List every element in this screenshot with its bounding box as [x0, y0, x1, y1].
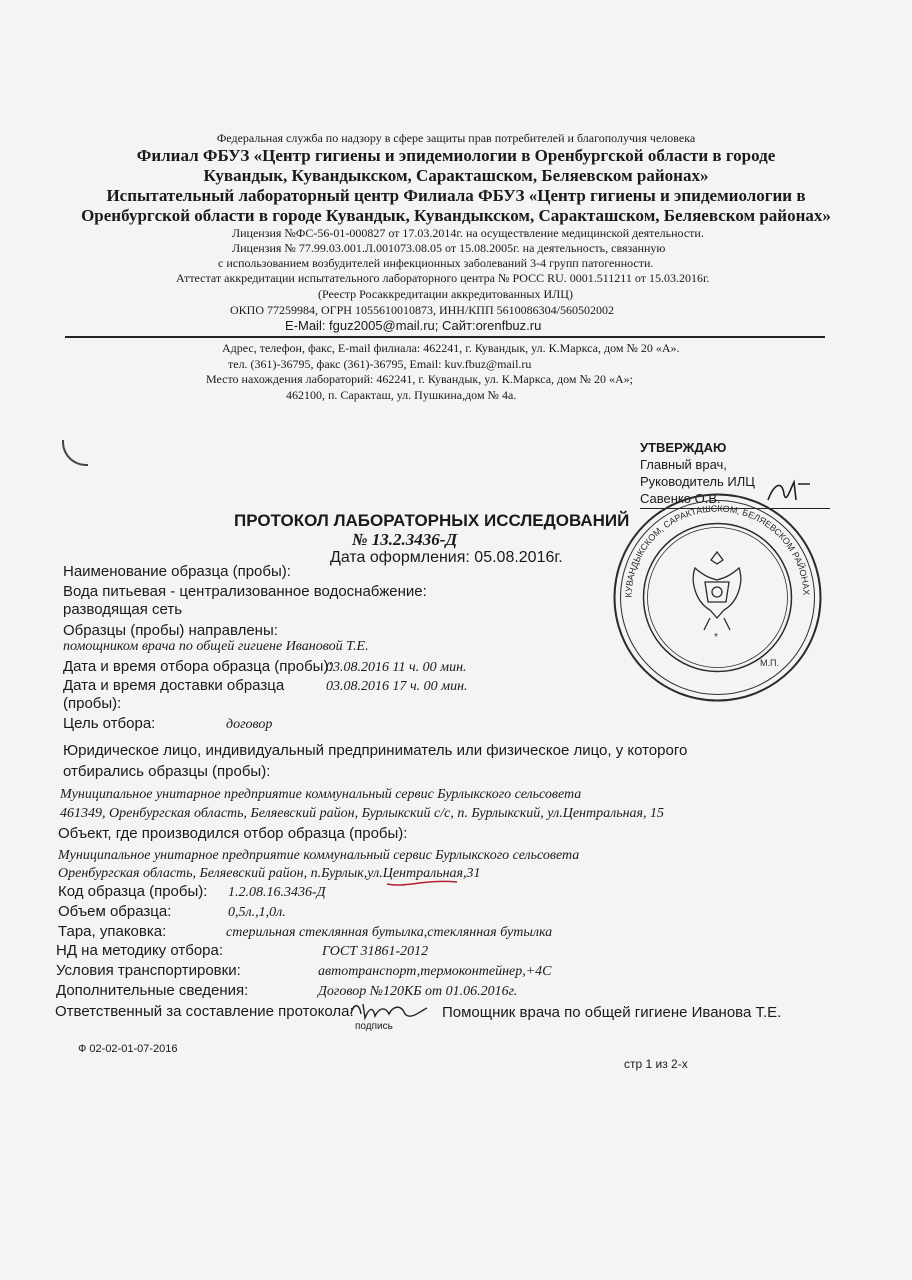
stamp-star-icon: * [714, 632, 718, 643]
sent-by-label: Образцы (пробы) направлены: [63, 622, 278, 639]
responsible-label: Ответственный за составление протокола: [55, 1003, 354, 1020]
delivery-datetime-label-2: (пробы): [63, 695, 122, 712]
transport-label: Условия транспортировки: [56, 962, 241, 979]
volume-value: 0,5л.,1,0л. [228, 905, 286, 920]
sample-name-line-1: Вода питьевая - централизованное водоснабжение: [63, 583, 427, 600]
approval-line-2: Руководитель ИЛЦ [640, 474, 755, 489]
delivery-datetime-value: 03.08.2016 17 ч. 00 мин. [326, 679, 468, 694]
sampling-datetime-label: Дата и время отбора образца (пробы): [63, 658, 333, 675]
object-value-2: Оренбургская область, Беляевский район, п.Бурлык,ул.Центральная,31 [58, 866, 481, 881]
entity-value-1: Муниципальное унитарное предприятие коммунальный сервис Бурлыкского сельсовета [60, 787, 582, 802]
header-lab-line-2: Оренбургской области в городе Кувандык, Кувандыкском, Саракташском, Беляевском районах» [81, 206, 831, 225]
sampling-datetime-value: 03.08.2016 11 ч. 00 мин. [326, 660, 467, 675]
entity-label-1: Юридическое лицо, индивидуальный предприниматель или физическое лицо, у которого [63, 742, 688, 759]
header-license-3: с использованием возбудителей инфекционных заболеваний 3-4 групп патогенности. [218, 256, 654, 270]
header-address-4: 462100, п. Саракташ, ул. Пушкина,дом № 4а. [286, 388, 517, 402]
header-address-1: Адрес, телефон, факс, E-mail филиала: 462241, г. Кувандык, ул. К.Маркса, дом № 20 «А». [222, 341, 680, 355]
header-divider [65, 336, 825, 338]
punch-mark [62, 440, 88, 466]
entity-value-2: 461349, Оренбургская область, Беляевский район, Бурлыкский с/с, п. Бурлыкский, ул.Центральная, 15 [60, 806, 665, 821]
responsible-value: Помощник врача по общей гигиене Иванова Т.Е. [442, 1004, 782, 1021]
extra-info-value: Договор №120КБ от 01.06.2016г. [318, 984, 518, 999]
purpose-label: Цель отбора: [63, 715, 156, 732]
sample-code-label: Код образца (пробы): [58, 883, 208, 900]
protocol-title: ПРОТОКОЛ ЛАБОРАТОРНЫХ ИССЛЕДОВАНИЙ [234, 511, 630, 530]
volume-label: Объем образца: [58, 903, 172, 920]
nd-method-label: НД на методику отбора: [56, 942, 224, 959]
entity-label-2: отбирались образцы (пробы): [63, 763, 271, 780]
object-label: Объект, где производился отбор образца (пробы): [58, 825, 408, 842]
stamp-ring-text: КУВАНДЫКСКОМ, САРАКТАШСКОМ, БЕЛЯЕВСКОМ РАЙОНАХ [623, 503, 812, 598]
header-reestr: (Реестр Росаккредитации аккредитованных ИЛЦ) [318, 287, 573, 301]
header-service-line: Федеральная служба по надзору в сфере защиты прав потребителей и благополучия человека [216, 131, 696, 145]
ink-underline [385, 876, 460, 890]
package-value: стерильная стеклянная бутылка,стеклянная бутылка [226, 925, 553, 940]
transport-value: автотранспорт,термоконтейнер,+4С [318, 964, 552, 979]
sample-name-label: Наименование образца (пробы): [63, 563, 291, 580]
header-address-2: тел. (361)-36795, факс (361)-36795, Email: kuv.fbuz@mail.ru [228, 357, 532, 371]
form-code: Ф 02-02-01-07-2016 [78, 1043, 178, 1055]
package-label: Тара, упаковка: [58, 923, 167, 940]
nd-method-value: ГОСТ 31861-2012 [322, 944, 429, 959]
sample-code-value: 1.2.08.16.3436-Д [228, 885, 326, 900]
header-address-3: Место нахождения лабораторий: 462241, г. Кувандык, ул. К.Маркса, дом № 20 «А»; [206, 372, 633, 386]
sent-by-value: помощником врача по общей гигиене Ивановой Т.Е. [63, 639, 369, 654]
header-okpo: ОКПО 77259984, ОГРН 1055610010873, ИНН/КПП 5610086304/560502002 [230, 303, 614, 317]
signature-caption: подпись [355, 1021, 393, 1032]
delivery-datetime-label-1: Дата и время доставки образца [63, 677, 285, 694]
object-value-1: Муниципальное унитарное предприятие коммунальный сервис Бурлыкского сельсовета [58, 848, 580, 863]
eagle-emblem-icon [693, 552, 740, 630]
protocol-date: Дата оформления: 05.08.2016г. [330, 549, 563, 566]
header-license-2: Лицензия № 77.99.03.001.Л.001073.08.05 от 15.08.2005г. на деятельность, связанную [232, 241, 666, 255]
purpose-value: договор [226, 717, 273, 732]
page-number: стр 1 из 2-х [624, 1057, 688, 1071]
header-license-1: Лицензия №ФС-56-01-000827 от 17.03.2014г. на осуществление медицинской деятельности. [232, 226, 704, 240]
header-lab-line-1: Испытательный лабораторный центр Филиала ФБУЗ «Центр гигиены и эпидемиологии в [106, 186, 806, 205]
stamp-mp: М.П. [760, 658, 779, 668]
approval-line-3: Савенко О.В. [640, 491, 721, 506]
header-org-line-1: Филиал ФБУЗ «Центр гигиены и эпидемиологии в Оренбургской области в городе [136, 146, 776, 165]
approval-line-1: Главный врач, [640, 457, 727, 472]
sample-name-line-2: разводящая сеть [63, 601, 183, 618]
header-attestat: Аттестат аккредитации испытательного лабораторного центра № РОСС RU. 0001.511211 от 15.03.2016г. [176, 271, 710, 285]
extra-info-label: Дополнительные сведения: [56, 982, 249, 999]
header-email: E-Mail: fguz2005@mail.ru; Сайт:orenfbuz.ru [285, 318, 542, 333]
protocol-number: № 13.2.3436-Д [352, 530, 458, 549]
header-org-line-2: Кувандык, Кувандыкском, Саракташском, Беляевском районах» [203, 166, 709, 185]
approval-title: УТВЕРЖДАЮ [640, 440, 727, 455]
round-stamp [610, 490, 825, 705]
